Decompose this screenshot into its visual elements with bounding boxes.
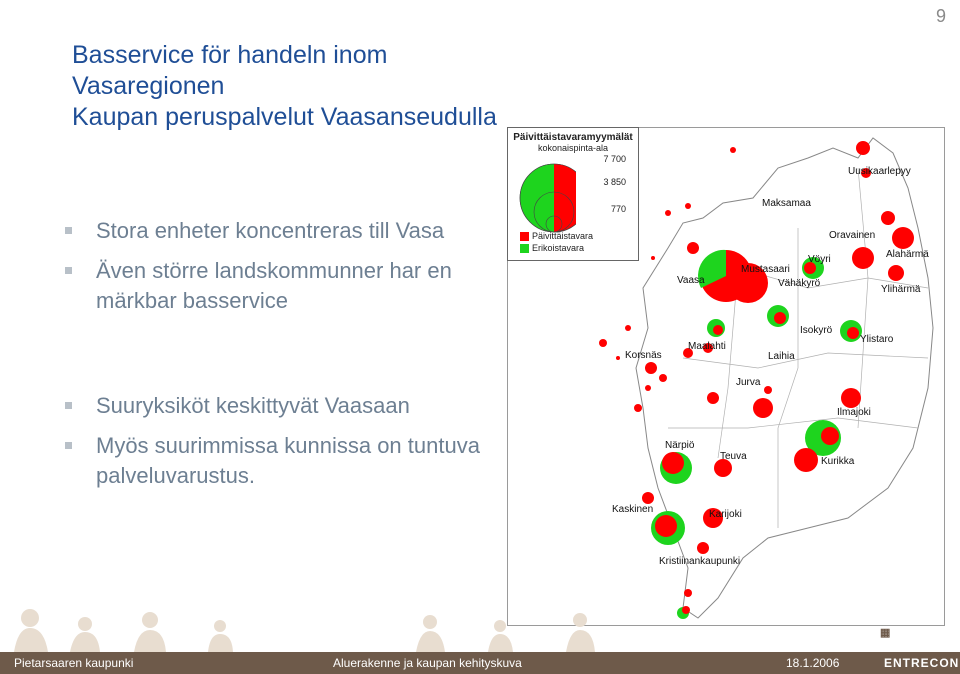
- town-label: Ylihärmä: [881, 284, 921, 295]
- legend-swatch-green: [520, 244, 529, 253]
- slide-number: 9: [935, 6, 946, 26]
- town-label: Laihia: [768, 351, 795, 362]
- decorative-silhouettes: [0, 600, 960, 652]
- town-label: Alahärmä: [886, 249, 929, 260]
- town-label: Korsnäs: [625, 350, 662, 361]
- bullet-list-swedish: [62, 216, 502, 326]
- legend-value-large: 7 700: [603, 154, 626, 164]
- town-label: Mustasaari: [741, 264, 790, 275]
- legend-item-special-goods: Erikoistavara: [532, 243, 585, 253]
- town-label: Närpiö: [665, 440, 695, 451]
- bullet-item: Myös suurimmissa kunnissa on tuntuva palveluvarustus.: [62, 431, 502, 491]
- legend-item-daily-goods: Päivittäistavara: [532, 231, 594, 241]
- town-label: Maalahti: [688, 341, 726, 352]
- footer-left-text: Pietarsaaren kaupunki: [14, 656, 134, 670]
- town-label: Vähäkyrö: [778, 278, 821, 289]
- legend-value-small: 770: [610, 204, 626, 214]
- town-label: Oravainen: [829, 230, 876, 241]
- town-label: Kurikka: [821, 456, 855, 467]
- town-label: Teuva: [720, 451, 747, 462]
- footer-date: 18.1.2006: [786, 656, 840, 670]
- footer-bar: [0, 652, 960, 674]
- town-label: Vöyri: [808, 254, 831, 265]
- bullet-item: Även större landskommunner har en märkbar basservice: [62, 256, 502, 316]
- legend-value-medium: 3 850: [603, 177, 626, 187]
- town-label: Kaskinen: [612, 504, 654, 515]
- bullet-item: Stora enheter koncentreras till Vasa: [62, 216, 502, 246]
- title-line-3: Kaupan peruspalvelut Vaasanseudulla: [72, 103, 497, 131]
- region-outline: [636, 138, 933, 618]
- town-label: Vaasa: [677, 275, 705, 286]
- legend-title: Päivittäistavaramyymälät: [513, 132, 633, 143]
- entrecon-logo-mark: ▦: [880, 627, 892, 639]
- town-label: Ilmajoki: [837, 407, 871, 418]
- bullet-item: Suuryksiköt keskittyvät Vaasaan: [62, 391, 502, 421]
- title-line-2: Vasaregionen: [72, 72, 225, 100]
- slide-title: [72, 40, 632, 133]
- legend-subtitle: kokonaispinta-ala: [537, 143, 609, 153]
- legend-size-circles: [516, 156, 576, 236]
- town-label: Karijoki: [709, 509, 742, 520]
- town-label: Kristiinankaupunki: [659, 556, 741, 567]
- town-label: Jurva: [736, 377, 761, 388]
- legend-swatch-red: [520, 232, 529, 241]
- town-label: Isokyrö: [800, 325, 833, 336]
- map-legend: [507, 127, 639, 261]
- bullet-list-finnish: [62, 391, 502, 501]
- title-line-1: Basservice för handeln inom: [72, 41, 388, 69]
- town-label: Uusikaarlepyy: [848, 166, 911, 177]
- footer-center-text: Aluerakenne ja kaupan kehityskuva: [333, 656, 522, 670]
- town-label: Ylistaro: [860, 334, 894, 345]
- footer-logo: ENTRECON: [884, 656, 960, 670]
- town-label: Maksamaa: [762, 198, 811, 209]
